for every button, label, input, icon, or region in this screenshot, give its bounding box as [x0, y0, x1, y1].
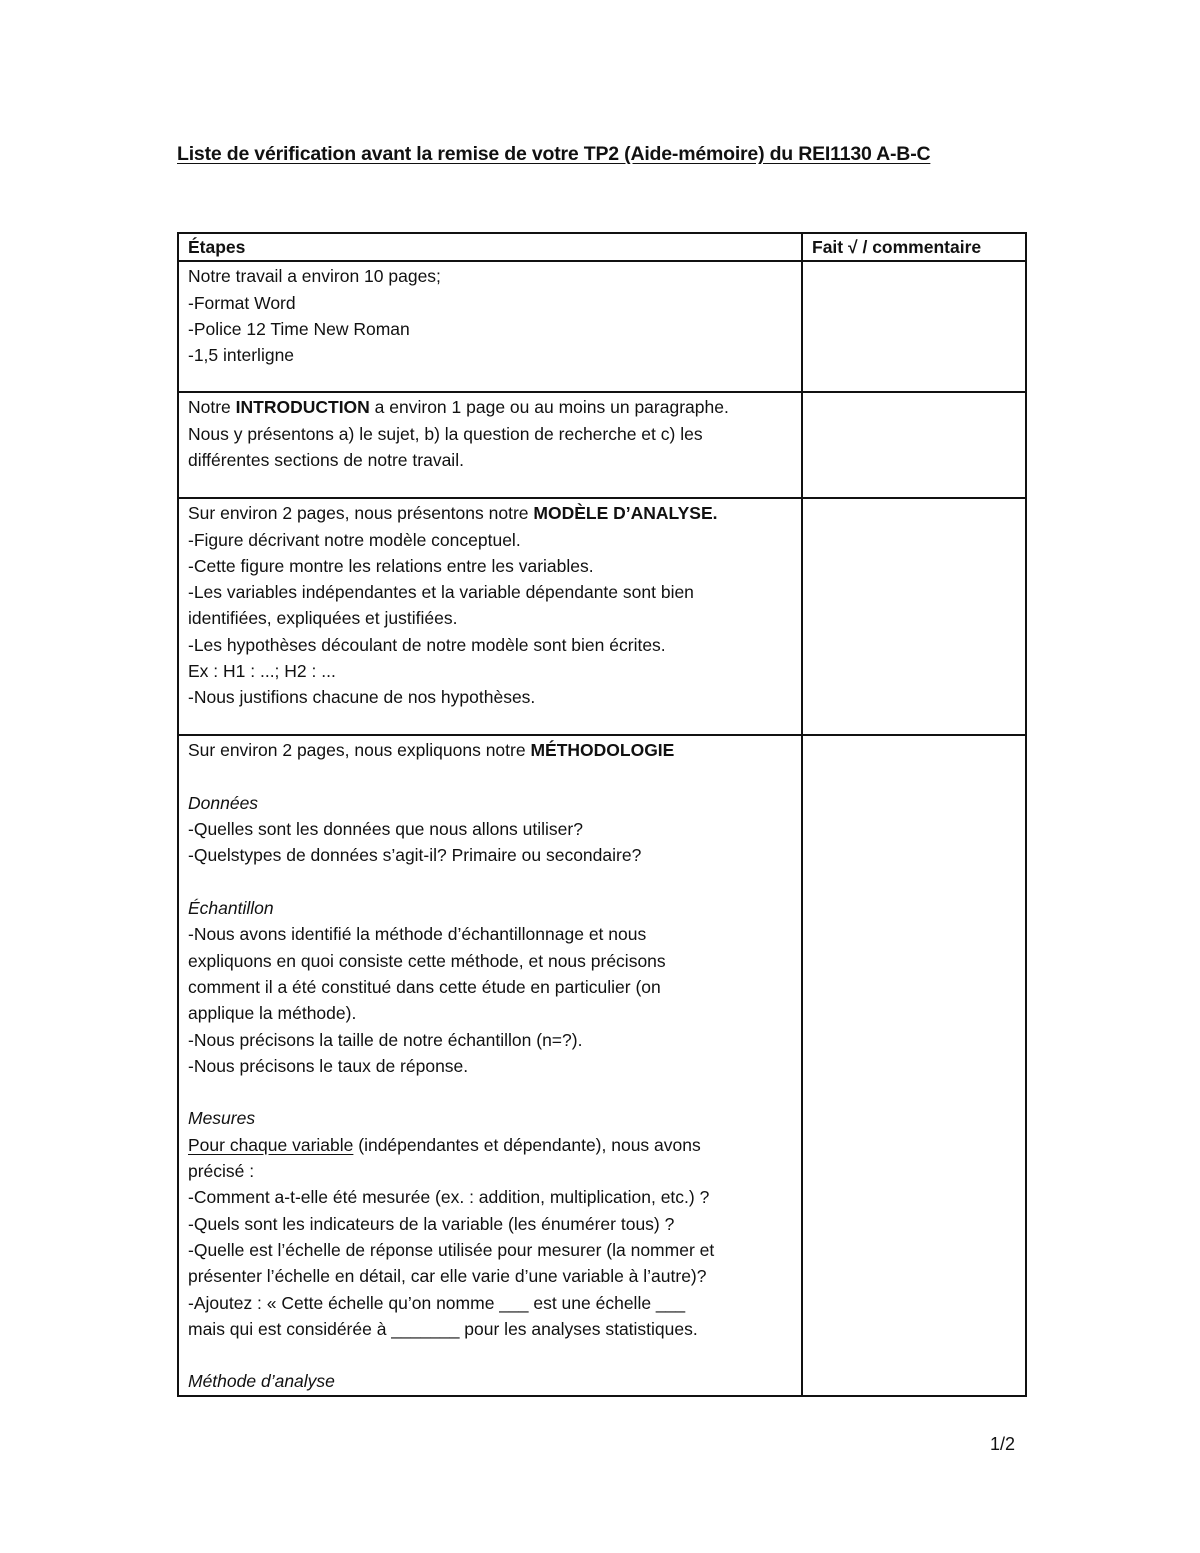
comment-cell-format[interactable] — [802, 261, 1026, 392]
step-text: -Les hypothèses découlant de notre modèle sont bien écrites. — [188, 634, 666, 655]
header-done-label: Fait — [812, 237, 844, 257]
step-text: -Quels sont les indicateurs de la variable (les énumérer tous) ? — [188, 1213, 675, 1234]
document-title: Liste de vérification avant la remise de votre TP2 (Aide-mémoire) du REI1130 A-B-C — [177, 143, 931, 165]
step-text — [188, 394, 792, 420]
step-text — [188, 500, 792, 526]
section-heading-mesures: Mesures — [188, 1108, 256, 1129]
blank-line — [188, 764, 792, 790]
header-done-comment — [802, 233, 1026, 261]
step-text: -Police 12 Time New Roman — [188, 318, 410, 339]
blank-line — [188, 869, 792, 895]
step-text: précisé : — [188, 1161, 255, 1182]
step-text: -Nous précisons la taille de notre échantillon (n=?). — [188, 1029, 583, 1050]
step-text: présenter l’échelle en détail, car elle varie d’une variable à l’autre)? — [188, 1266, 707, 1287]
section-heading-donnees: Données — [188, 792, 259, 813]
step-text: -Comment a-t-elle été mesurée (ex. : addition, multiplication, etc.) ? — [188, 1187, 710, 1208]
bold-keyword: INTRODUCTION — [235, 397, 370, 418]
section-heading-echantillon: Échantillon — [188, 898, 274, 919]
step-text: -Quelle est l’échelle de réponse utilisée pour mesurer (la nommer et — [188, 1239, 715, 1260]
checkmark-icon: √ — [848, 237, 858, 257]
table-header-row — [178, 233, 1026, 261]
step-cell-introduction — [178, 392, 802, 498]
step-text: -Figure décrivant notre modèle conceptuel. — [188, 529, 521, 550]
step-text: -Ajoutez : « Cette échelle qu’on nomme ___ est une échelle ___ — [188, 1292, 686, 1313]
step-text: identifiées, expliquées et justifiées. — [188, 608, 458, 629]
blank-line — [188, 1079, 792, 1105]
blank-line — [188, 1342, 792, 1368]
step-text: -Quelstypes de données s’agit-il? Primaire ou secondaire? — [188, 845, 642, 866]
text-run: Sur environ 2 pages, nous présentons notre — [188, 503, 534, 524]
page-number: 1/2 — [990, 1434, 1016, 1454]
checklist-table — [177, 232, 1027, 1397]
step-cell-modele — [178, 498, 802, 735]
comment-cell-methodologie[interactable] — [802, 735, 1026, 1395]
text-run: (indépendantes et dépendante), nous avons — [353, 1134, 701, 1155]
underlined-phrase: Pour chaque variable — [188, 1134, 354, 1155]
step-text: -Les variables indépendantes et la variable dépendante sont bien — [188, 582, 694, 603]
header-steps: Étapes — [178, 233, 802, 261]
table-row — [178, 392, 1026, 498]
bold-keyword: MÉTHODOLOGIE — [530, 740, 675, 761]
table-row — [178, 735, 1026, 1395]
text-run: Notre — [188, 397, 236, 418]
comment-cell-introduction[interactable] — [802, 392, 1026, 498]
step-cell-methodologie — [178, 735, 802, 1395]
section-heading-methode-analyse: Méthode d’analyse — [188, 1371, 335, 1392]
table-row — [178, 498, 1026, 735]
comment-cell-modele[interactable] — [802, 498, 1026, 735]
step-text: -Format Word — [188, 292, 296, 313]
step-text: comment il a été constitué dans cette étude en particulier (on — [188, 976, 661, 997]
step-text: Ex : H1 : ...; H2 : ... — [188, 661, 336, 682]
text-run: a environ 1 page ou au moins un paragraphe. — [369, 397, 729, 418]
bold-keyword: MODÈLE D’ANALYSE. — [533, 503, 718, 524]
step-text: Notre travail a environ 10 pages; — [188, 266, 441, 287]
step-text: -Quelles sont les données que nous allons utiliser? — [188, 819, 583, 840]
step-text: Nous y présentons a) le sujet, b) la question de recherche et c) les — [188, 423, 703, 444]
step-text: -Nous justifions chacune de nos hypothèses. — [188, 687, 536, 708]
step-text — [188, 737, 792, 763]
step-text: -Nous avons identifié la méthode d’échantillonnage et nous — [188, 924, 647, 945]
step-text: -1,5 interligne — [188, 345, 295, 366]
header-comment-label: / commentaire — [857, 237, 982, 257]
step-text: différentes sections de notre travail. — [188, 449, 464, 470]
table-row — [178, 261, 1026, 392]
step-text: expliquons en quoi consiste cette méthode, et nous précisons — [188, 950, 666, 971]
step-text: -Nous précisons le taux de réponse. — [188, 1055, 469, 1076]
step-text: mais qui est considérée à _______ pour les analyses statistiques. — [188, 1318, 698, 1339]
step-text: applique la méthode). — [188, 1003, 357, 1024]
step-cell-format — [178, 261, 802, 392]
step-text — [188, 1132, 792, 1158]
step-text: -Cette figure montre les relations entre les variables. — [188, 555, 594, 576]
text-run: Sur environ 2 pages, nous expliquons notre — [188, 740, 531, 761]
